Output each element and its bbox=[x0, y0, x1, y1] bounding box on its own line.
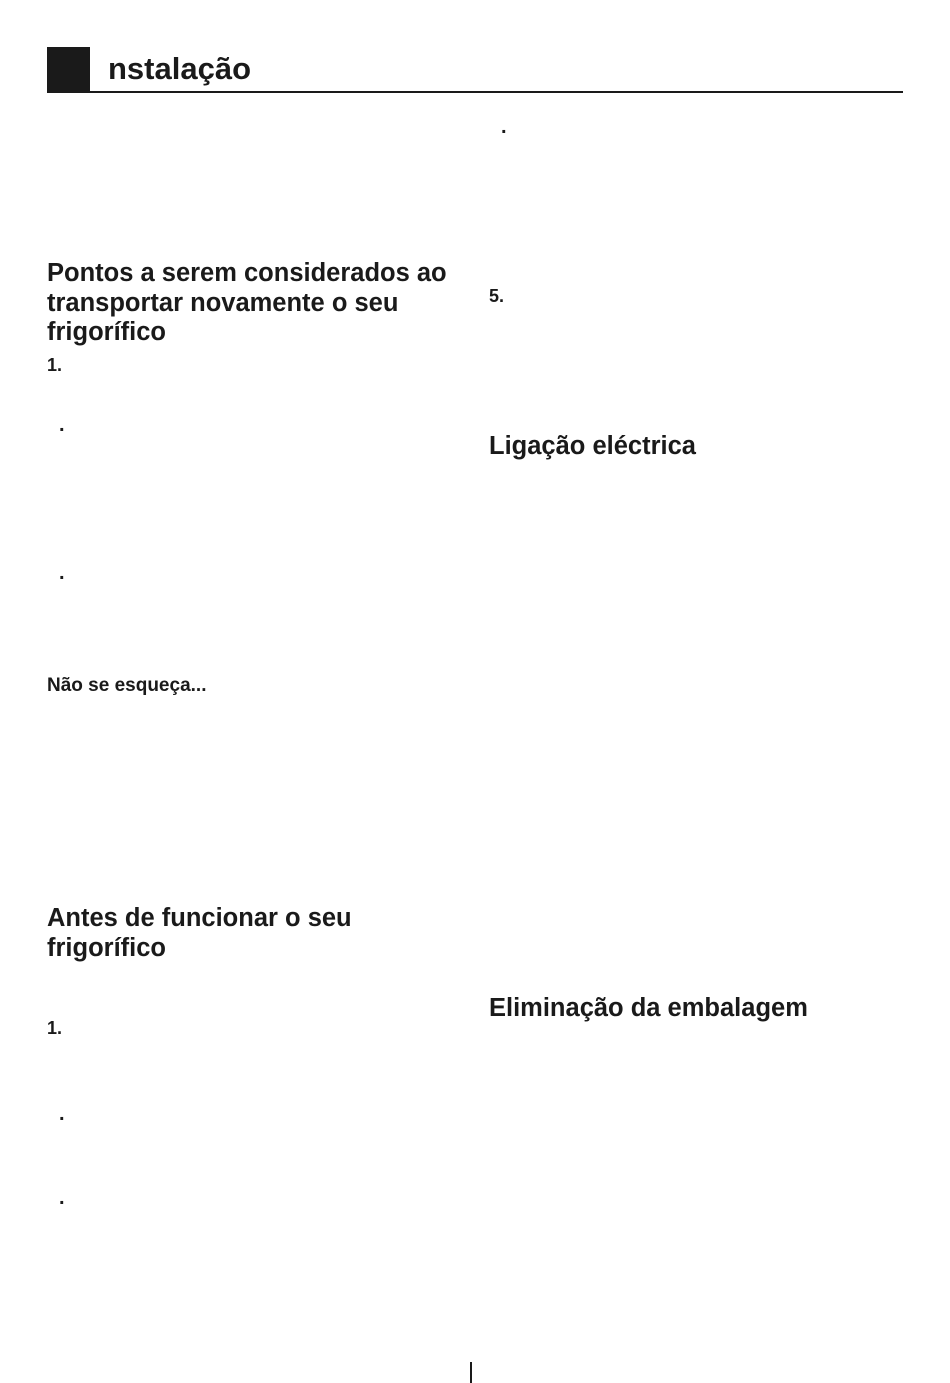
step-number: 1. bbox=[47, 1018, 63, 1038]
step-number: 1. bbox=[47, 355, 63, 375]
bullet-marker: . bbox=[59, 562, 65, 584]
reminder-note: Não se esqueça... bbox=[47, 675, 207, 696]
bullet-marker: . bbox=[59, 414, 65, 436]
page-title: nstalação bbox=[108, 51, 252, 86]
bullet-marker: . bbox=[501, 116, 507, 138]
title-block-marker bbox=[47, 47, 90, 92]
heading-transport: Pontos a serem considerados ao transportar novamente o seu frigorífico bbox=[47, 259, 447, 346]
bullet-marker: . bbox=[59, 1103, 65, 1125]
heading-electrical-connection: Ligação eléctrica bbox=[489, 432, 696, 460]
heading-before-use: Antes de funcionar o seu frigorífico bbox=[47, 904, 352, 962]
heading-packaging-disposal: Eliminação da embalagem bbox=[489, 994, 808, 1022]
title-divider bbox=[47, 91, 903, 93]
step-number: 5. bbox=[489, 286, 505, 306]
page-footer-marker bbox=[470, 1362, 472, 1383]
bullet-marker: . bbox=[59, 1187, 65, 1209]
